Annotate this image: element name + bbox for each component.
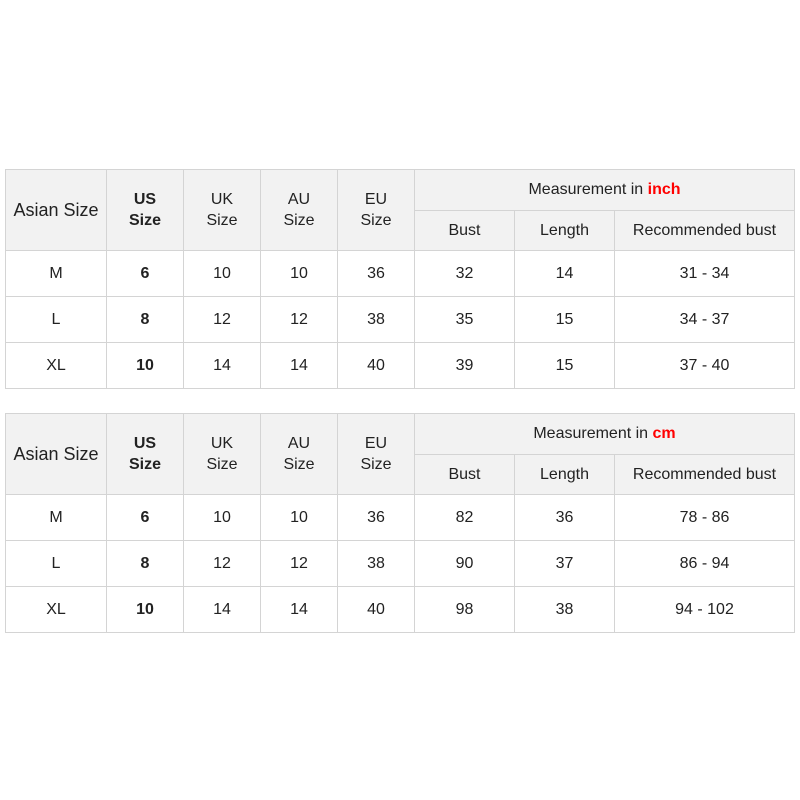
recommended-bust-cell: 37 - 40: [615, 343, 795, 389]
recommended-bust-header: Recommended bust: [615, 455, 795, 495]
eu-size-cell: 36: [338, 251, 415, 297]
table-row: [6, 297, 795, 343]
eu-size-cell: 40: [338, 343, 415, 389]
size-chart-inch: [5, 169, 795, 389]
asian-size-cell: L: [6, 297, 107, 343]
bust-cell: 90: [415, 541, 515, 587]
au-size-cell: 12: [261, 297, 338, 343]
table-row: [6, 343, 795, 389]
au-size-header: AU Size: [261, 414, 338, 495]
table-row: [6, 587, 795, 633]
us-size-cell: 6: [107, 495, 184, 541]
us-size-cell: 8: [107, 541, 184, 587]
uk-size-cell: 14: [184, 343, 261, 389]
asian-size-cell: XL: [6, 343, 107, 389]
recommended-bust-header: Recommended bust: [615, 211, 795, 251]
us-size-header: US Size: [107, 170, 184, 251]
measurement-header: Measurement in inch: [415, 170, 795, 211]
uk-size-header: UK Size: [184, 170, 261, 251]
eu-size-header: EU Size: [338, 414, 415, 495]
bust-cell: 35: [415, 297, 515, 343]
uk-size-cell: 12: [184, 541, 261, 587]
us-size-header: US Size: [107, 414, 184, 495]
length-cell: 15: [515, 297, 615, 343]
au-size-cell: 14: [261, 343, 338, 389]
length-cell: 38: [515, 587, 615, 633]
asian-size-header: Asian Size: [6, 170, 107, 251]
asian-size-cell: M: [6, 495, 107, 541]
asian-size-cell: XL: [6, 587, 107, 633]
asian-size-header: Asian Size: [6, 414, 107, 495]
length-header: Length: [515, 455, 615, 495]
asian-size-cell: L: [6, 541, 107, 587]
au-size-header: AU Size: [261, 170, 338, 251]
length-cell: 36: [515, 495, 615, 541]
au-size-cell: 10: [261, 251, 338, 297]
bust-cell: 82: [415, 495, 515, 541]
size-chart-cm: [5, 413, 795, 633]
length-cell: 15: [515, 343, 615, 389]
recommended-bust-cell: 78 - 86: [615, 495, 795, 541]
uk-size-cell: 10: [184, 495, 261, 541]
us-size-cell: 8: [107, 297, 184, 343]
au-size-cell: 12: [261, 541, 338, 587]
asian-size-cell: M: [6, 251, 107, 297]
recommended-bust-cell: 31 - 34: [615, 251, 795, 297]
recommended-bust-cell: 34 - 37: [615, 297, 795, 343]
measurement-header: Measurement in cm: [415, 414, 795, 455]
eu-size-header: EU Size: [338, 170, 415, 251]
uk-size-cell: 14: [184, 587, 261, 633]
us-size-cell: 10: [107, 343, 184, 389]
bust-cell: 98: [415, 587, 515, 633]
uk-size-cell: 10: [184, 251, 261, 297]
bust-header: Bust: [415, 211, 515, 251]
bust-cell: 32: [415, 251, 515, 297]
recommended-bust-cell: 86 - 94: [615, 541, 795, 587]
eu-size-cell: 40: [338, 587, 415, 633]
uk-size-cell: 12: [184, 297, 261, 343]
length-cell: 14: [515, 251, 615, 297]
table-row: [6, 541, 795, 587]
length-cell: 37: [515, 541, 615, 587]
us-size-cell: 6: [107, 251, 184, 297]
bust-header: Bust: [415, 455, 515, 495]
bust-cell: 39: [415, 343, 515, 389]
table-row: [6, 251, 795, 297]
unit-label: cm: [652, 425, 676, 442]
eu-size-cell: 38: [338, 297, 415, 343]
au-size-cell: 14: [261, 587, 338, 633]
eu-size-cell: 38: [338, 541, 415, 587]
length-header: Length: [515, 211, 615, 251]
unit-label: inch: [647, 181, 681, 198]
uk-size-header: UK Size: [184, 414, 261, 495]
us-size-cell: 10: [107, 587, 184, 633]
eu-size-cell: 36: [338, 495, 415, 541]
recommended-bust-cell: 94 - 102: [615, 587, 795, 633]
table-row: [6, 495, 795, 541]
au-size-cell: 10: [261, 495, 338, 541]
